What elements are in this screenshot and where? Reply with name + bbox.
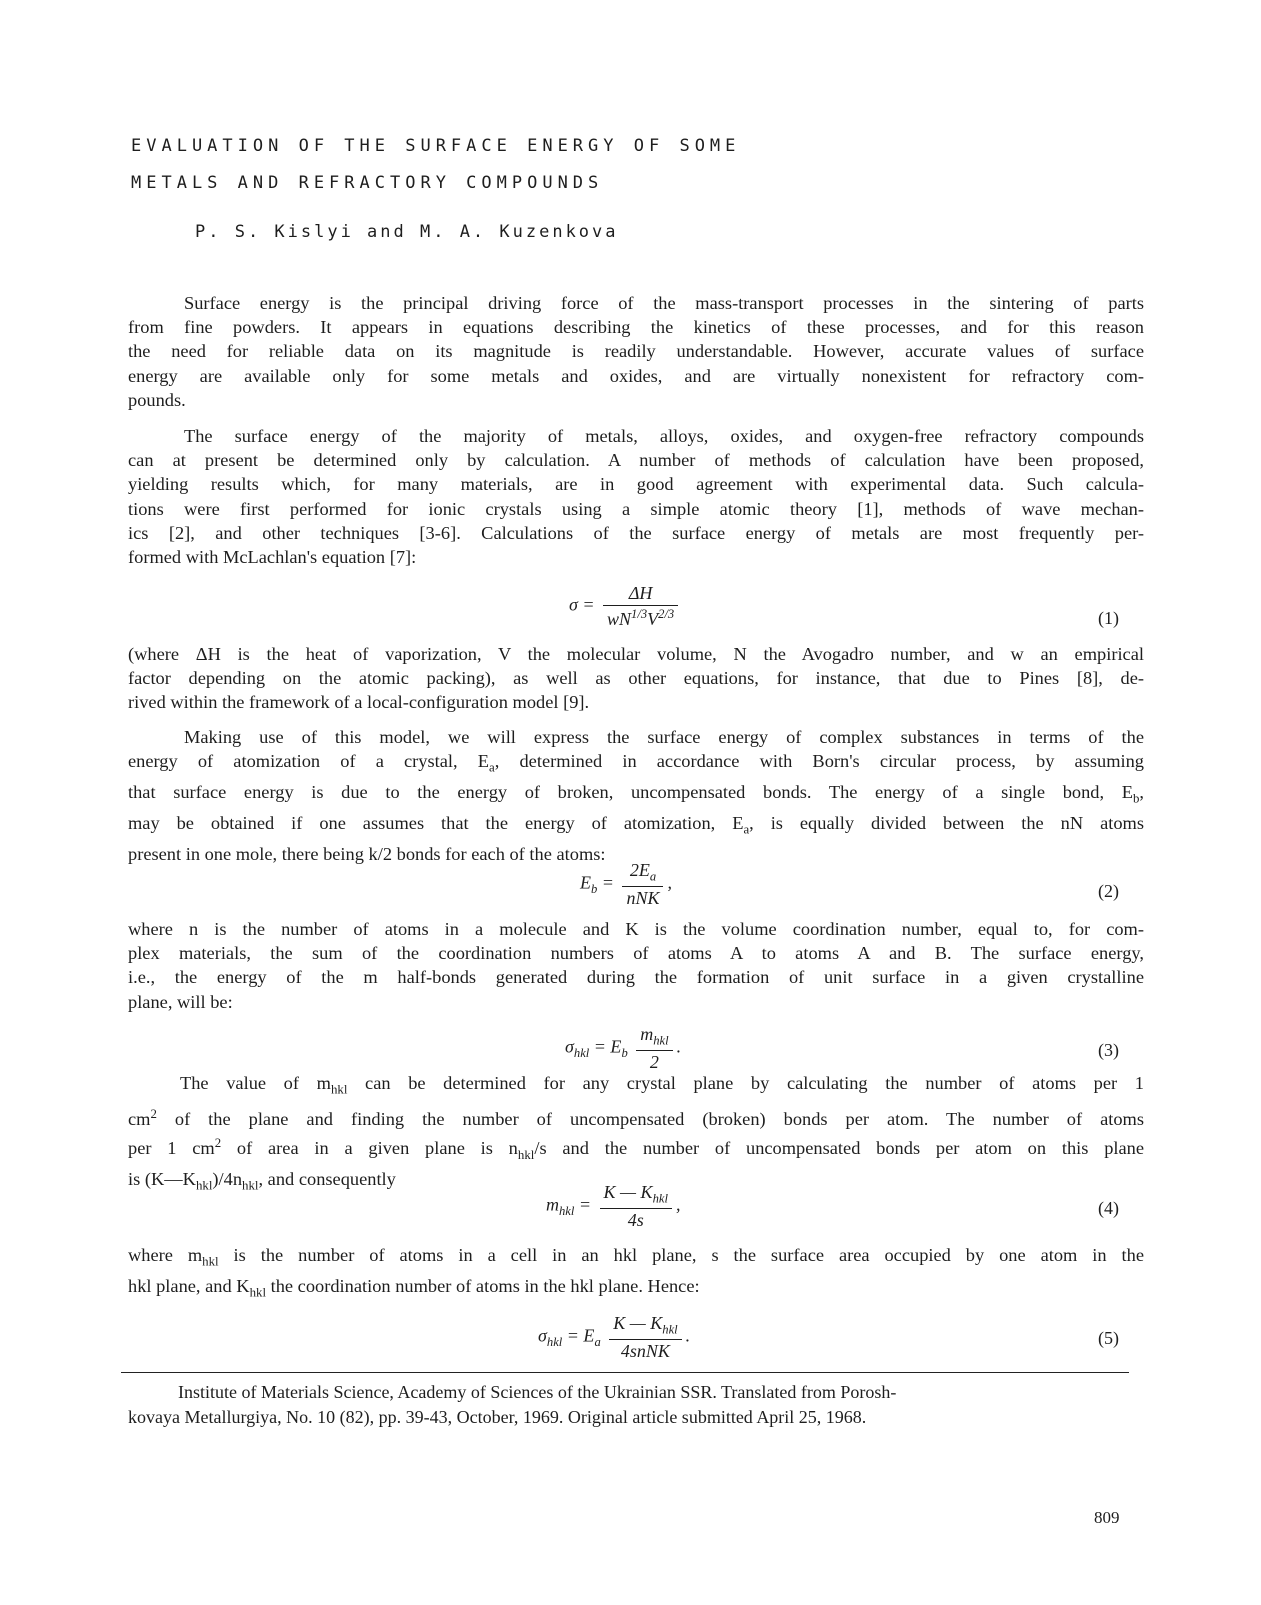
- text-segment: , and consequently: [258, 1169, 396, 1190]
- equation-2: [580, 860, 672, 909]
- footnote-divider: [121, 1372, 1129, 1373]
- text-subscript: a: [743, 822, 750, 837]
- text-line: ics [2], and other techniques [3-6]. Calculations of the surface energy of metals are most frequently per-: [128, 522, 1144, 543]
- text-segment: , is equally divided between the nN atoms: [749, 812, 1144, 833]
- eq4-num-sub: hkl: [652, 1191, 668, 1206]
- text-line: tions were first performed for ionic crystals using a simple atomic theory [1], methods of wave mechan-: [128, 498, 1144, 519]
- eq2-lhs-sub: b: [591, 882, 598, 897]
- eq3-lhs: σ: [565, 1036, 574, 1057]
- eq4-denominator: 4s: [627, 1209, 644, 1230]
- eq2-num-sub: a: [649, 869, 657, 884]
- eq1-den-w: wN: [607, 609, 632, 629]
- equation-4: [546, 1182, 680, 1231]
- equation-1: [569, 583, 682, 630]
- text-segment: may be obtained if one assumes that the energy of atomization, E: [128, 812, 744, 833]
- eq3-lhs-sub: hkl: [573, 1046, 590, 1061]
- eq1-fraction: [603, 583, 678, 630]
- text-segment: can be determined for any crystal plane by calculating the number of atoms per 1: [347, 1073, 1144, 1093]
- eq1-den-exp2: 2/3: [658, 607, 675, 621]
- eq4-tail: ,: [675, 1194, 681, 1215]
- text-subscript: hkl: [242, 1178, 259, 1193]
- eq5-lhs-sub: hkl: [546, 1335, 563, 1350]
- eq4-lhs-sub: hkl: [559, 1204, 575, 1219]
- text-superscript: 2: [214, 1136, 222, 1151]
- eq2-denominator: nNK: [626, 887, 660, 908]
- text-line: plex materials, the sum of the coordination numbers of atoms A to atoms A and B. The surface energy,: [128, 943, 1144, 964]
- eq1-den-v: V: [647, 609, 659, 629]
- paragraph-2: [128, 424, 1144, 569]
- eq3-e-sub: b: [621, 1046, 628, 1061]
- text-line: [128, 1131, 1144, 1167]
- eq5-denominator: 4snNK: [620, 1340, 670, 1361]
- text-segment: where m: [128, 1245, 203, 1265]
- equation-number-2: (2): [1098, 881, 1119, 901]
- eq1-denominator: [603, 606, 678, 630]
- eq3-numerator: [636, 1024, 672, 1051]
- text-line: formed with McLachlan's equation [7]:: [128, 547, 417, 568]
- text-segment: , determined in accordance with Born's circular process, by assuming: [494, 751, 1145, 772]
- text-line: The surface energy of the majority of metals, alloys, oxides, and oxygen-free refractory compounds: [184, 426, 1144, 446]
- paragraph-5: [128, 917, 1144, 1014]
- text-line: present in one mole, there being k/2 bonds for each of the atoms:: [128, 843, 606, 864]
- eq4-numerator: [600, 1182, 672, 1209]
- text-segment: that surface energy is due to the energy of broken, uncompensated bonds. The energy of a single bond, E: [128, 782, 1133, 803]
- eq5-equals: = E: [566, 1325, 595, 1346]
- text-line: [128, 749, 1144, 780]
- text-segment: The value of m: [180, 1073, 331, 1093]
- eq3-num-sub: hkl: [653, 1033, 669, 1048]
- text-line: Surface energy is the principal driving force of the mass-transport processes in the sintering of parts: [184, 293, 1144, 313]
- eq4-equals: =: [578, 1194, 592, 1215]
- text-line: i.e., the energy of the m half-bonds generated during the formation of unit surface in a given crystalline: [128, 967, 1144, 988]
- text-line: energy are available only for some metals and oxides, and are virtually nonexistent for refractory com-: [128, 365, 1144, 386]
- text-line: factor depending on the atomic packing), as well as other equations, for instance, that due to Pines [8], de-: [128, 668, 1144, 689]
- equation-5: [538, 1313, 690, 1362]
- eq5-num-text: K — K: [613, 1313, 663, 1333]
- text-line: pounds.: [128, 389, 186, 410]
- text-segment: of area in a given plane is n: [221, 1138, 518, 1159]
- footnote-line: kovaya Metallurgiya, No. 10 (82), pp. 39-43, October, 1969. Original article submitted April 25, 1968.: [128, 1407, 867, 1427]
- eq3-tail: .: [676, 1036, 682, 1057]
- eq5-numerator: [609, 1313, 681, 1340]
- authors: P. S. Kislyi and M. A. Kuzenkova: [195, 222, 619, 242]
- text-line: the need for reliable data on its magnitude is readily understandable. However, accurate values of surface: [128, 341, 1144, 362]
- text-segment: is (K—K: [128, 1169, 196, 1190]
- eq5-tail: .: [685, 1325, 691, 1346]
- text-subscript: b: [1132, 791, 1140, 806]
- text-line: yielding results which, for many materials, are in good agreement with experimental data. Such calcula-: [128, 474, 1144, 495]
- paragraph-7: [128, 1243, 1144, 1305]
- text-line: Making use of this model, we will express the surface energy of complex substances in terms of the: [184, 727, 1144, 747]
- text-segment: hkl plane, and K: [128, 1275, 250, 1296]
- equation-number-4: (4): [1098, 1198, 1119, 1218]
- text-line: plane, will be:: [128, 991, 233, 1012]
- text-subscript: hkl: [202, 1254, 219, 1269]
- text-segment: is the number of atoms in a cell in an hkl plane, s the surface area occupied by one atom in the: [218, 1245, 1144, 1265]
- paragraph-6: [128, 1071, 1144, 1198]
- page-number: 809: [1094, 1508, 1120, 1527]
- eq2-fraction: [622, 860, 663, 909]
- text-line: (where ΔH is the heat of vaporization, V the molecular volume, N the Avogadro number, and w an empirical: [128, 644, 1144, 664]
- text-subscript: hkl: [249, 1285, 267, 1300]
- text-line: [128, 1243, 1144, 1274]
- text-line: [128, 1274, 1144, 1305]
- text-subscript: hkl: [517, 1148, 535, 1162]
- eq1-numerator: ΔH: [603, 583, 678, 606]
- eq4-num-text: K — K: [603, 1182, 653, 1202]
- paragraph-1: [128, 291, 1144, 412]
- eq5-num-sub: hkl: [662, 1322, 678, 1337]
- eq3-denominator: 2: [649, 1051, 659, 1072]
- eq3-equals: = E: [593, 1036, 622, 1057]
- text-line: from fine powders. It appears in equations describing the kinetics of these processes, and for this reason: [128, 317, 1144, 338]
- text-segment: ,: [1139, 782, 1144, 803]
- text-segment: the coordination number of atoms in the hkl plane. Hence:: [266, 1275, 700, 1296]
- footnote-line: Institute of Materials Science, Academy of Sciences of the Ukrainian SSR. Translated from Porosh-: [178, 1382, 897, 1402]
- eq3-num-text: m: [640, 1024, 654, 1044]
- text-line: [128, 1071, 1144, 1102]
- equation-3: [565, 1024, 681, 1073]
- text-segment: /s and the number of uncompensated bonds per atom on this plane: [534, 1138, 1145, 1159]
- eq3-fraction: [636, 1024, 672, 1073]
- text-segment: per 1 cm: [128, 1138, 215, 1159]
- equation-number-1: (1): [1098, 608, 1119, 628]
- eq1-den-exp1: 1/3: [631, 607, 648, 621]
- text-subscript: a: [489, 760, 495, 775]
- eq5-fraction: [609, 1313, 681, 1362]
- text-segment: cm: [128, 1109, 151, 1129]
- text-subscript: hkl: [330, 1082, 348, 1097]
- text-line: where n is the number of atoms in a molecule and K is the volume coordination number, equal to, for com-: [128, 919, 1144, 939]
- text-line: [128, 1102, 1144, 1131]
- text-segment: )/4n: [212, 1169, 243, 1190]
- text-subscript: hkl: [195, 1178, 213, 1193]
- eq2-tail: ,: [667, 872, 672, 893]
- eq2-equals: =: [601, 872, 614, 893]
- text-segment: energy of atomization of a crystal, E: [128, 751, 490, 772]
- text-line: [128, 811, 1144, 842]
- equation-number-5: (5): [1098, 1328, 1119, 1348]
- text-superscript: 2: [150, 1106, 157, 1121]
- text-line: [128, 780, 1144, 811]
- paragraph-4: [128, 725, 1144, 866]
- eq2-lhs: E: [580, 872, 591, 893]
- text-line: can at present be determined only by calculation. A number of methods of calculation have been proposed,: [128, 450, 1144, 471]
- footnote: [128, 1380, 1128, 1430]
- eq2-numerator: [622, 860, 663, 887]
- text-segment: of the plane and finding the number of uncompensated (broken) bonds per atom. The number of atoms: [156, 1109, 1144, 1129]
- title-line-2: METALS AND REFRACTORY COMPOUNDS: [131, 173, 604, 193]
- title-line-1: EVALUATION OF THE SURFACE ENERGY OF SOME: [131, 136, 741, 156]
- eq4-fraction: [600, 1182, 672, 1231]
- eq5-lhs: σ: [538, 1325, 547, 1346]
- eq4-lhs: m: [546, 1194, 559, 1215]
- eq5-e-sub: a: [594, 1335, 601, 1350]
- text-line: rived within the framework of a local-configuration model [9].: [128, 692, 590, 713]
- equation-number-3: (3): [1098, 1040, 1119, 1060]
- paragraph-3: [128, 642, 1144, 715]
- eq2-num-text: 2E: [629, 860, 650, 880]
- eq1-lhs: σ =: [569, 594, 595, 615]
